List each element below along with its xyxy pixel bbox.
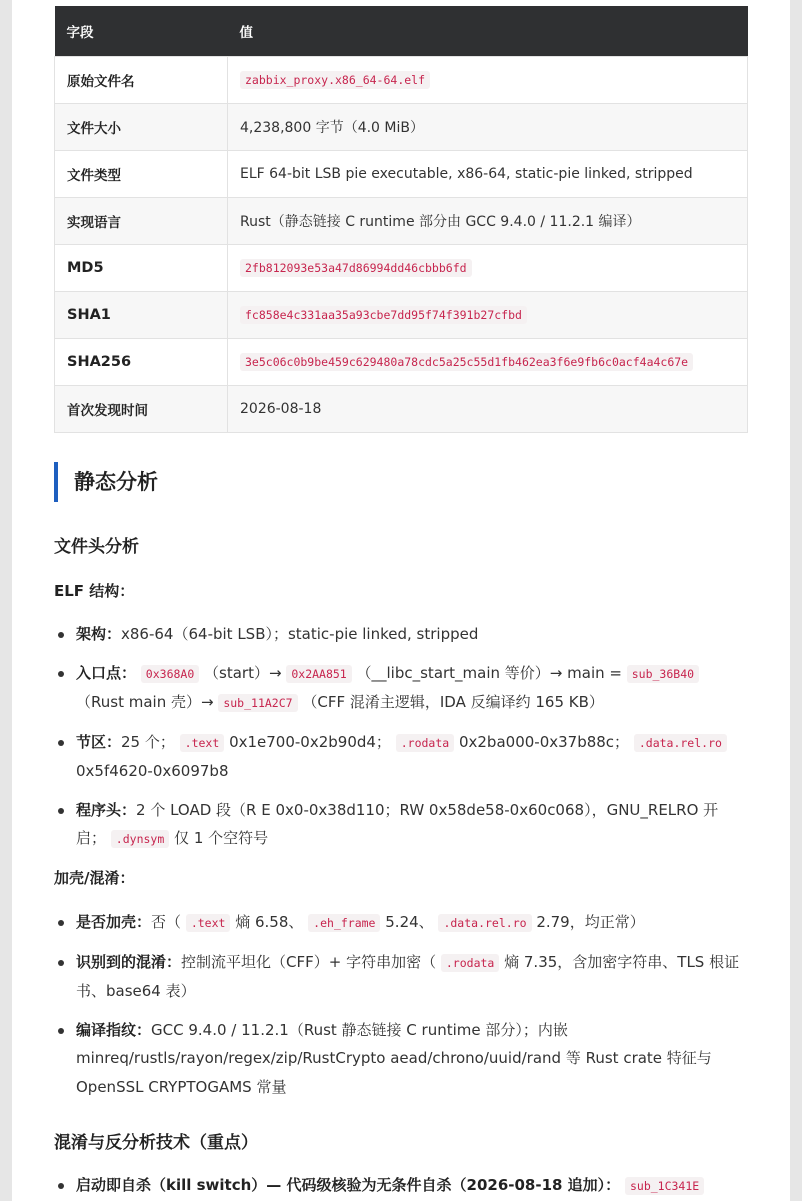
item-text: 否（ [151,913,182,931]
filename-code: zabbix_proxy.x86_64-64.elf [240,71,430,89]
sha1-code: fc858e4c331aa35a93cbe7dd95f74f391b27cfbd [240,306,527,324]
anti-analysis-list [54,1171,748,1201]
item-text: 0x1e700-0x2b90d4； [229,732,391,751]
item-label: 架构： [76,625,122,643]
list-item-arch [54,620,748,649]
item-code: .text [186,914,231,932]
item-label: 是否加壳： [76,913,152,931]
item-text: 仅 1 个空符号 [174,829,269,847]
item-code: .dynsym [111,830,169,848]
list-item-packed [54,908,748,938]
item-text: 熵 6.58、 [235,913,304,931]
item-text: （start）→ [204,663,282,682]
list-item-program-headers [54,796,748,854]
file-info-table [54,6,748,433]
table-row [55,150,748,197]
item-text: 0x2ba000-0x37b88c； [458,732,630,751]
item-label: 节区： [76,732,122,751]
row-value [228,244,748,291]
item-text: 2 个 LOAD 段（R E 0x0-0x38d110；RW 0x58de58-0x60c068），GNU_RELRO 开启； [76,800,719,847]
table-row [55,197,748,244]
row-value: ELF 64-bit LSB pie executable, x86-64, static-pie linked, stripped [228,150,748,197]
item-text: 熵 7.35，含加密字符串、TLS 根证书、base64 表） [76,952,740,1000]
item-text: （Rust main 壳）→ [76,693,214,711]
item-code: sub_11A2C7 [218,694,297,712]
table-row [55,291,748,338]
row-key: 实现语言 [55,197,228,244]
list-item-sections [54,728,748,786]
item-label: 程序头： [76,800,137,819]
item-label: 编译指纹： [76,1020,152,1039]
item-code: .text [180,734,225,752]
item-code: .eh_frame [308,914,380,932]
row-value: 4,238,800 字节（4.0 MiB） [228,103,748,150]
md5-code: 2fb812093e53a47d86994dd46cbbb6fd [240,259,472,277]
packing-list [54,908,748,1111]
item-text: GCC 9.4.0 / 11.2.1（Rust 静态链接 C runtime 部分）；内嵌 minreq/rustls/rayon/regex/zip/RustCrypto aead/chrono/uuid/rand 等 Rust crate 特征与 OpenSSL CRYPTOGAMS 常量 [76,1020,712,1096]
table-row [55,244,748,291]
header-field: 字段 [55,6,228,56]
section-heading-static-analysis: 静态分析 [54,462,158,502]
list-item-compiler [54,1016,748,1102]
document-page [12,0,790,1201]
list-item-entry [54,659,748,718]
subheading-file-header: 文件头分析 [54,537,139,557]
row-key: 文件类型 [55,150,228,197]
row-value [228,291,748,338]
item-text: （CFF 混淆主逻辑，IDA 反编译约 165 KB） [302,693,604,711]
item-label: 启动即自杀（kill switch）— 代码级核验为无条件自杀（2026-08-18 追加）： [76,1176,621,1194]
label-packing-obfuscation: 加壳/混淆： [54,869,135,887]
item-text: 5.24、 [385,913,434,931]
list-item-kill-switch [54,1171,748,1201]
table-row [55,385,748,432]
item-code: 0x2AA851 [286,665,351,683]
item-code: .rodata [396,734,454,752]
item-label: 识别到的混淆： [76,952,182,971]
item-text: （__libc_start_main 等价）→ main = [356,663,622,682]
table-row [55,56,748,103]
item-text: 0x5f4620-0x6097b8 [76,762,229,780]
row-key: 原始文件名 [55,56,228,103]
table-header-row [55,6,748,56]
sha256-code: 3e5c06c0b9be459c629480a78cdc5a25c55d1fb462ea3f6e9fb6c0acf4a4c67e [240,353,693,371]
header-value: 值 [228,6,748,56]
row-key: 首次发现时间 [55,385,228,432]
row-value: 2026-08-18 [228,385,748,432]
row-value: Rust（静态链接 C runtime 部分由 GCC 9.4.0 / 11.2.1 编译） [228,197,748,244]
item-code: sub_1C341E [625,1177,704,1195]
row-value [228,338,748,385]
row-value [228,56,748,103]
list-item-obfuscation [54,948,748,1006]
item-code: .data.rel.ro [438,914,531,932]
row-key: MD5 [55,244,228,291]
table-row [55,338,748,385]
item-text: 控制流平坦化（CFF）+ 字符串加密（ [181,952,437,971]
row-key: 文件大小 [55,103,228,150]
row-key: SHA256 [55,338,228,385]
item-code: sub_36B40 [627,665,699,683]
item-text: x86-64（64-bit LSB）；static-pie linked, stripped [121,625,479,643]
item-code: .data.rel.ro [634,734,727,752]
item-label: 入口点： [76,663,137,682]
item-text: 25 个； [121,732,175,751]
item-code: .rodata [441,954,499,972]
row-key: SHA1 [55,291,228,338]
label-elf-structure: ELF 结构： [54,582,135,600]
table-row [55,103,748,150]
item-text: 2.79，均正常） [536,913,645,931]
subheading-anti-analysis: 混淆与反分析技术（重点） [54,1133,258,1153]
elf-structure-list [54,620,748,864]
item-code: 0x368A0 [141,665,199,683]
